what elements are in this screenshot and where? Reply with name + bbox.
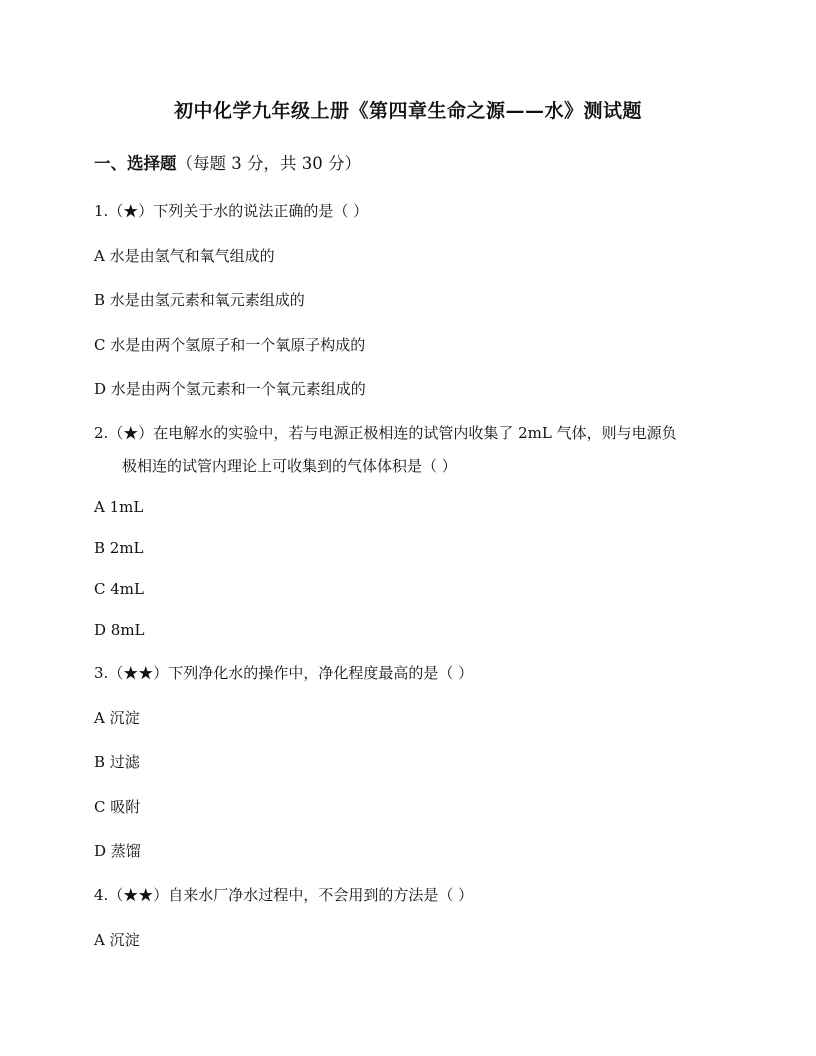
question-stem: 3.（★★）下列净化水的操作中，净化程度最高的是（ ） — [94, 664, 474, 682]
question-option: C 水是由两个氢原子和一个氧原子构成的 — [94, 336, 366, 354]
section-heading — [94, 150, 361, 174]
question-option: A 1mL — [94, 498, 144, 516]
question-option: B 水是由氢元素和氧元素组成的 — [94, 291, 305, 309]
question-stem-continuation: 极相连的试管内理论上可收集到的气体体积是（ ） — [122, 457, 457, 475]
section-heading-note: （每题 3 分，共 30 分） — [176, 154, 361, 173]
question-option: D 水是由两个氢元素和一个氧元素组成的 — [94, 380, 366, 398]
question-option: B 过滤 — [94, 753, 140, 771]
question-stem: 2.（★）在电解水的实验中，若与电源正极相连的试管内收集了 2mL 气体，则与电源负 — [94, 424, 677, 442]
question-option: B 2mL — [94, 539, 144, 557]
question-stem: 4.（★★）自来水厂净水过程中，不会用到的方法是（ ） — [94, 886, 474, 904]
question-option: A 水是由氢气和氧气组成的 — [94, 247, 275, 265]
question-option: D 蒸馏 — [94, 842, 141, 860]
question-option: C 4mL — [94, 580, 144, 598]
document-title: 初中化学九年级上册《第四章生命之源——水》测试题 — [173, 100, 642, 122]
question-stem: 1.（★）下列关于水的说法正确的是（ ） — [94, 202, 369, 220]
question-option: A 沉淀 — [94, 931, 140, 949]
question-option: C 吸附 — [94, 798, 141, 816]
section-heading-label: 一、选择题 — [94, 154, 177, 173]
question-option: D 8mL — [94, 621, 145, 639]
question-option: A 沉淀 — [94, 709, 140, 727]
